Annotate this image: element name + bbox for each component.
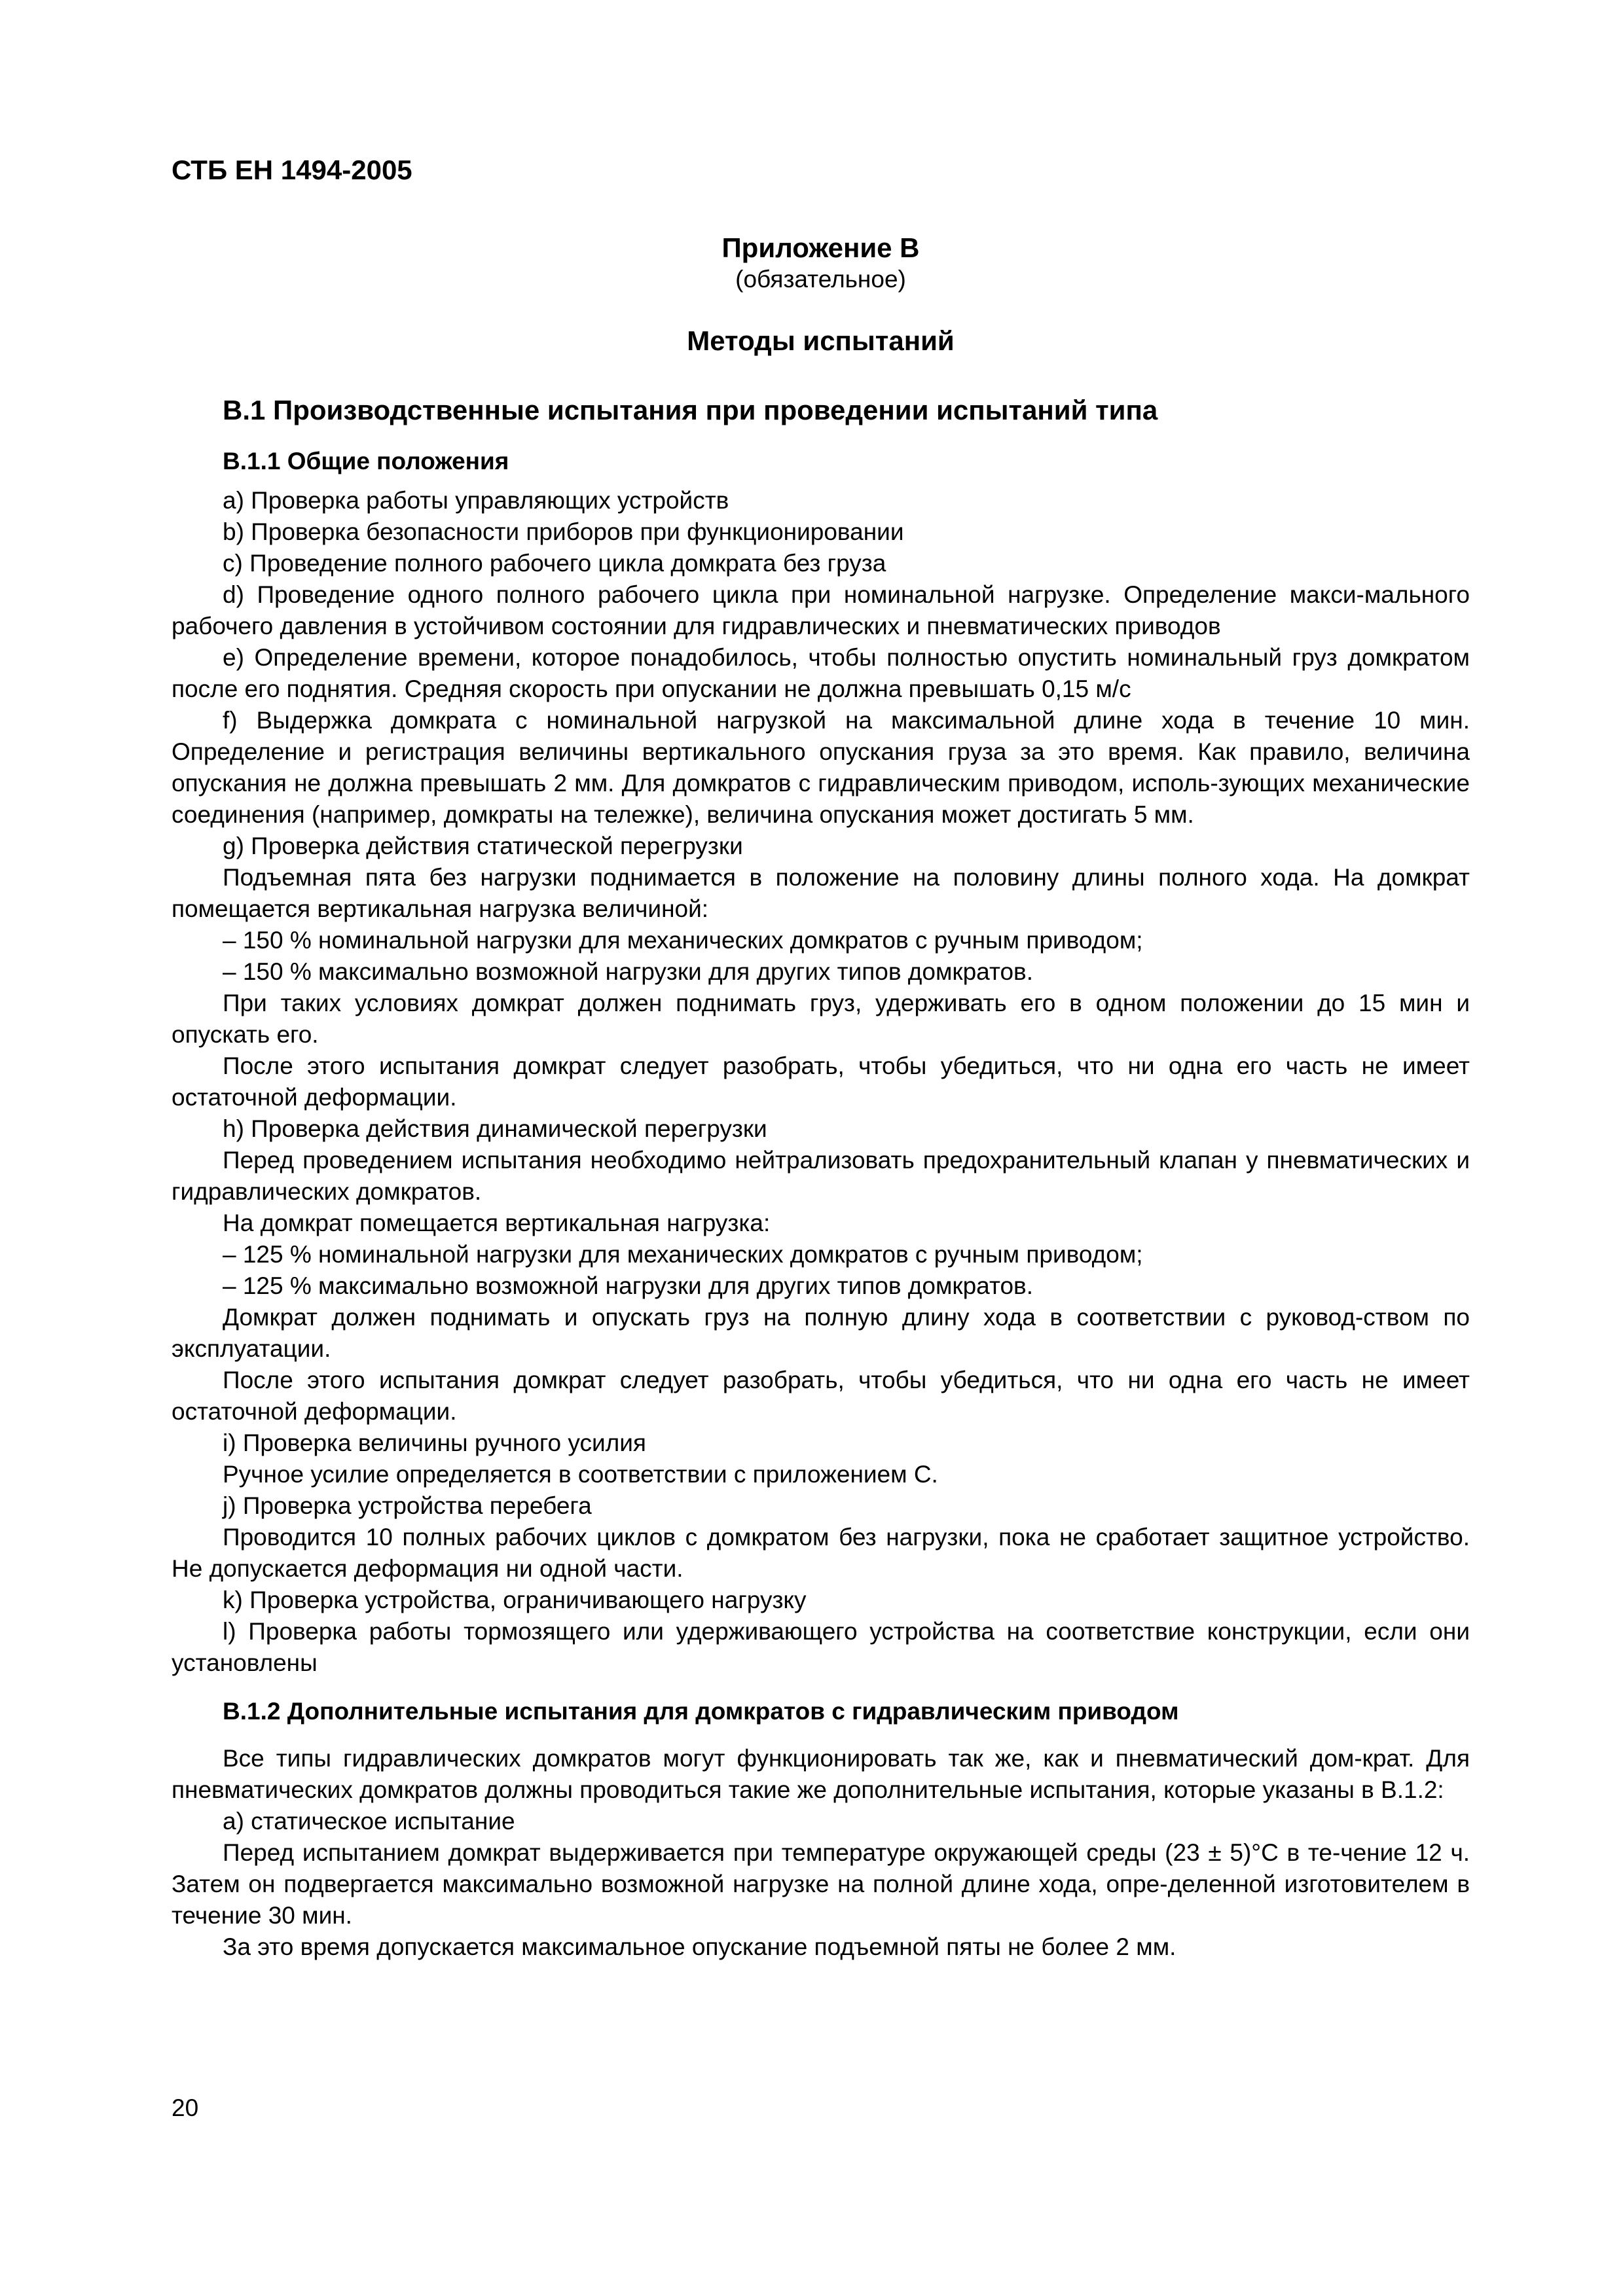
paragraph: За это время допускается максимальное опускание подъемной пяты не более 2 мм. (223, 1933, 1176, 1960)
paragraph: g) Проверка действия статической перегрузки (223, 833, 743, 859)
subsection-heading-b11: В.1.1 Общие положения (223, 448, 509, 475)
document-page (172, 0, 1470, 2296)
section-heading-b1: В.1 Производственные испытания при проведении испытаний типа (223, 395, 1158, 425)
appendix-title: Приложение В (721, 232, 920, 263)
paragraph: Все типы гидравлических домкратов могут функционировать так же, как и пневматический дом-крат. Для пневматических домкратов должны проводиться такие же дополнительные испытания, которые указаны в В.1.2: (172, 1745, 1470, 1803)
paragraph: c) Проведение полного рабочего цикла домкрата без груза (223, 550, 886, 577)
paragraph: d) Проведение одного полного рабочего цикла при номинальной нагрузке. Определение макси-мального рабочего давления в устойчивом состоянии для гидравлических и пневматических приводов (172, 581, 1470, 639)
paragraph: Домкрат должен поднимать и опускать груз на полную длину хода в соответствии с руковод-ством по эксплуатации. (172, 1304, 1470, 1362)
methods-title: Методы испытаний (687, 325, 955, 356)
list-item: – 125 % максимально возможной нагрузки для других типов домкратов. (223, 1272, 1033, 1299)
list-item: – 150 % максимально возможной нагрузки для других типов домкратов. (223, 958, 1033, 985)
paragraph: Подъемная пята без нагрузки поднимается в положение на половину длины полного хода. На домкрат помещается вертикальная нагрузка величиной: (172, 864, 1470, 922)
paragraph: Перед испытанием домкрат выдерживается при температуре окружающей среды (23 ± 5)°C в те-чение 12 ч. Затем он подвергается максимально возможной нагрузке на полной длине хода, опре-деленной изготовителем в течение 30 мин. (172, 1839, 1470, 1929)
paragraph: a) статическое испытание (223, 1808, 515, 1835)
paragraph: На домкрат помещается вертикальная нагрузка: (223, 1210, 771, 1236)
appendix-subtitle: (обязательное) (735, 266, 906, 293)
appendix-header (172, 232, 1470, 357)
paragraph: j) Проверка устройства перебега (223, 1492, 592, 1519)
list-item: – 125 % номинальной нагрузки для механических домкратов с ручным приводом; (223, 1241, 1143, 1268)
subsection-b12-text (172, 1743, 1470, 1963)
paragraph: b) Проверка безопасности приборов при функционировании (223, 518, 904, 545)
list-item: – 150 % номинальной нагрузки для механических домкратов с ручным приводом; (223, 927, 1143, 954)
paragraph: k) Проверка устройства, ограничивающего нагрузку (223, 1587, 807, 1613)
paragraph: Ручное усилие определяется в соответствии с приложением С. (223, 1461, 938, 1488)
paragraph: После этого испытания домкрат следует разобрать, чтобы убедиться, что ни одна его часть не имеет остаточной деформации. (172, 1367, 1470, 1425)
document-body (172, 395, 1470, 1963)
paragraph: i) Проверка величины ручного усилия (223, 1429, 646, 1456)
paragraph: l) Проверка работы тормозящего или удерживающего устройства на соответствие конструкции, если они установлены (172, 1618, 1470, 1676)
paragraph: При таких условиях домкрат должен поднимать груз, удерживать его в одном положении до 15 мин и опускать его. (172, 990, 1470, 1048)
paragraph: Перед проведением испытания необходимо нейтрализовать предохранительный клапан у пневматических и гидравлических домкратов. (172, 1147, 1470, 1205)
document-code: СТБ ЕН 1494-2005 (172, 154, 412, 185)
subsection-b11-text (172, 485, 1470, 1679)
paragraph: После этого испытания домкрат следует разобрать, чтобы убедиться, что ни одна его часть не имеет остаточной деформации. (172, 1052, 1470, 1111)
paragraph: h) Проверка действия динамической перегрузки (223, 1115, 767, 1142)
paragraph: a) Проверка работы управляющих устройств (223, 487, 729, 514)
paragraph: Проводится 10 полных рабочих циклов с домкратом без нагрузки, пока не сработает защитное устройство. Не допускается деформация ни одной части. (172, 1524, 1470, 1582)
paragraph: e) Определение времени, которое понадобилось, чтобы полностью опустить номинальный груз домкратом после его поднятия. Средняя скорость при опускании не должна превышать 0,15 м/с (172, 644, 1470, 702)
subsection-heading-b12: В.1.2 Дополнительные испытания для домкратов с гидравлическим приводом (223, 1698, 1179, 1725)
page-number: 20 (172, 2094, 199, 2121)
paragraph: f) Выдержка домкрата с номинальной нагрузкой на максимальной длине хода в течение 10 мин. Определение и регистрация величины вертикального опускания груза за это время. Как правило, величина опускания не должна превышать 2 мм. Для домкратов с гидравлическим приводом, исполь-зующих механические соединения (например, домкраты на тележке), величина опускания может достигать 5 мм. (172, 707, 1470, 828)
